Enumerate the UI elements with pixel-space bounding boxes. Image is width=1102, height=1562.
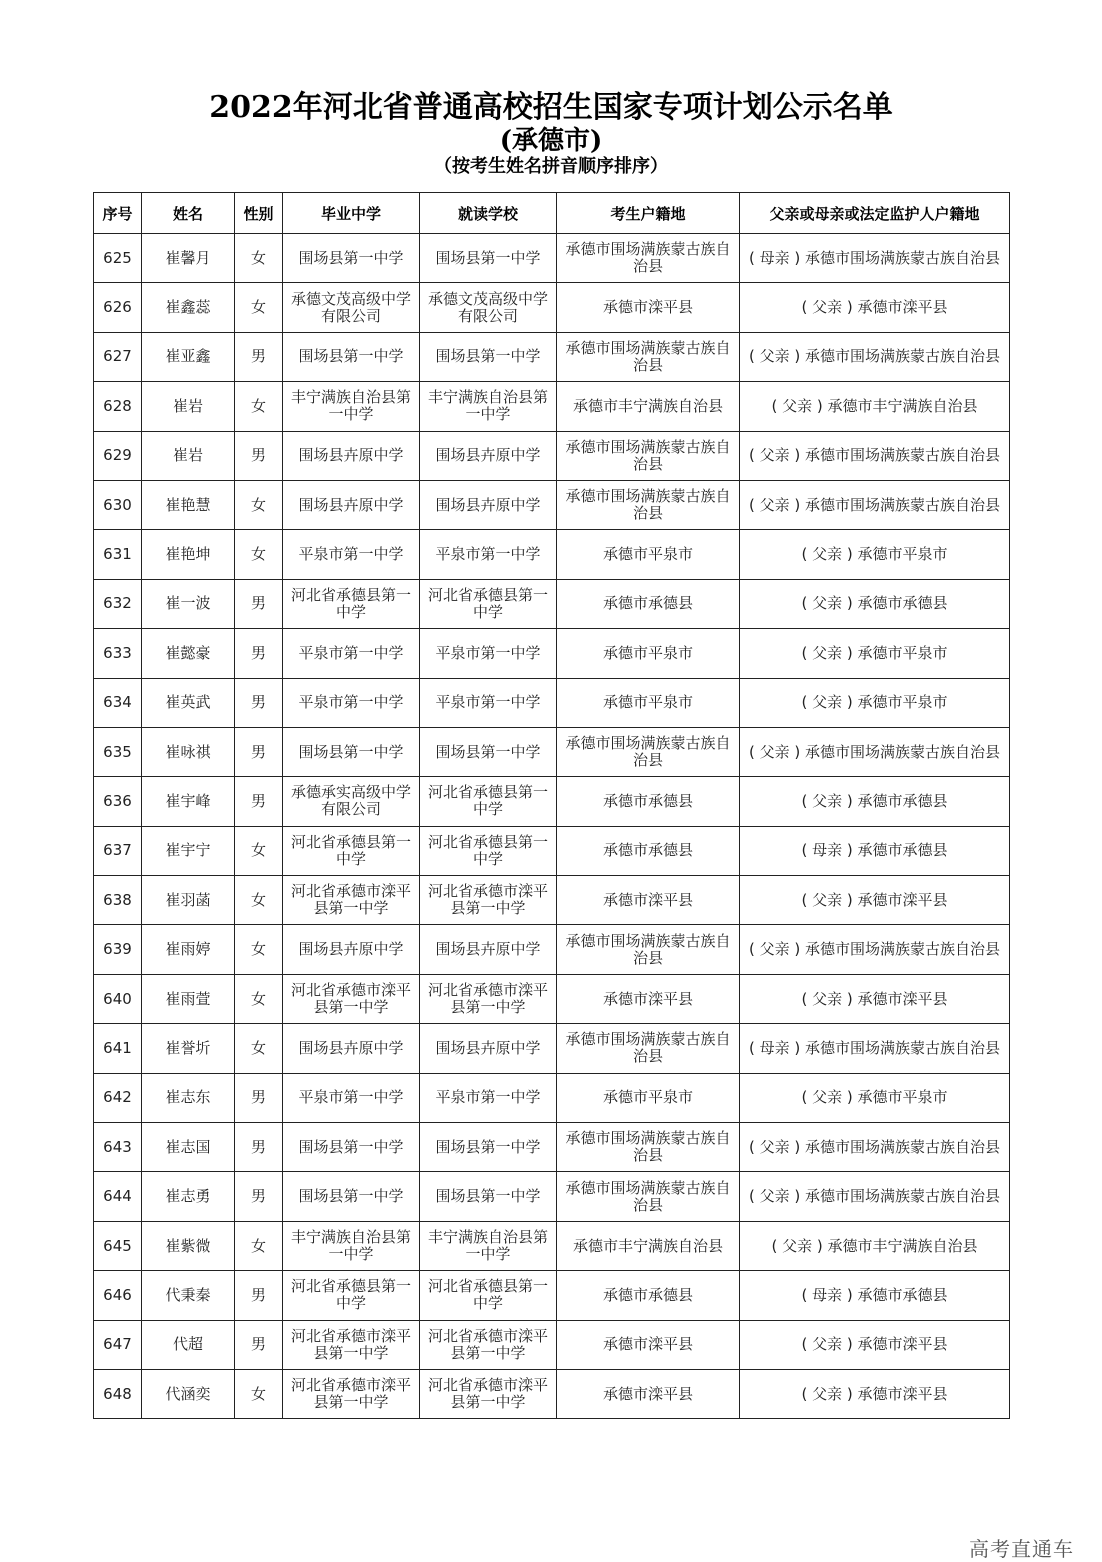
cell-guardian-hukou: ( 父亲 ) 承德市滦平县 [740,1369,1010,1418]
cell-guardian-hukou: ( 父亲 ) 承德市平泉市 [740,629,1010,678]
cell-hukou: 承德市平泉市 [557,530,740,579]
cell-grad-school: 河北省承德县第一中学 [283,1271,420,1320]
cell-hukou: 承德市围场满族蒙古族自治县 [557,1024,740,1073]
cell-name: 代涵奕 [142,1369,235,1418]
cell-grad-school: 河北省承德县第一中学 [283,579,420,628]
cell-current-school: 河北省承德市滦平县第一中学 [420,1320,557,1369]
document-title: 2022年河北省普通高校招生国家专项计划公示名单 [209,90,893,125]
table-row [94,1172,1010,1221]
cell-seq: 639 [94,925,142,974]
cell-seq: 640 [94,974,142,1023]
cell-hukou: 承德市围场满族蒙古族自治县 [557,1123,740,1172]
cell-guardian-hukou: ( 父亲 ) 承德市丰宁满族自治县 [740,1221,1010,1270]
cell-hukou: 承德市围场满族蒙古族自治县 [557,480,740,529]
cell-current-school: 平泉市第一中学 [420,1073,557,1122]
cell-seq: 644 [94,1172,142,1221]
cell-seq: 625 [94,234,142,283]
cell-guardian-hukou: ( 父亲 ) 承德市围场满族蒙古族自治县 [740,431,1010,480]
cell-grad-school: 河北省承德县第一中学 [283,826,420,875]
cell-guardian-hukou: ( 母亲 ) 承德市围场满族蒙古族自治县 [740,234,1010,283]
cell-gender: 女 [235,530,283,579]
cell-hukou: 承德市滦平县 [557,1320,740,1369]
cell-seq: 627 [94,332,142,381]
cell-grad-school: 丰宁满族自治县第一中学 [283,1221,420,1270]
cell-name: 崔一波 [142,579,235,628]
cell-hukou: 承德市滦平县 [557,974,740,1023]
cell-seq: 632 [94,579,142,628]
cell-name: 崔懿豪 [142,629,235,678]
cell-current-school: 围场县第一中学 [420,332,557,381]
header-gender: 性别 [235,193,283,234]
table-row [94,629,1010,678]
cell-current-school: 承德文茂高级中学有限公司 [420,283,557,332]
cell-current-school: 河北省承德市滦平县第一中学 [420,1369,557,1418]
cell-guardian-hukou: ( 父亲 ) 承德市承德县 [740,777,1010,826]
table-row [94,1320,1010,1369]
cell-guardian-hukou: ( 母亲 ) 承德市承德县 [740,826,1010,875]
cell-guardian-hukou: ( 父亲 ) 承德市围场满族蒙古族自治县 [740,1123,1010,1172]
cell-gender: 男 [235,629,283,678]
table-body [94,234,1010,1419]
cell-seq: 646 [94,1271,142,1320]
cell-hukou: 承德市平泉市 [557,678,740,727]
cell-seq: 638 [94,876,142,925]
table-row [94,480,1010,529]
cell-gender: 女 [235,1369,283,1418]
cell-gender: 男 [235,431,283,480]
cell-seq: 648 [94,1369,142,1418]
cell-current-school: 围场县第一中学 [420,1172,557,1221]
table-row [94,876,1010,925]
cell-hukou: 承德市承德县 [557,579,740,628]
cell-gender: 女 [235,974,283,1023]
table-row [94,777,1010,826]
cell-gender: 女 [235,382,283,431]
cell-grad-school: 围场县第一中学 [283,234,420,283]
cell-current-school: 围场县卉原中学 [420,431,557,480]
cell-gender: 男 [235,678,283,727]
cell-seq: 645 [94,1221,142,1270]
cell-name: 崔馨月 [142,234,235,283]
cell-hukou: 承德市丰宁满族自治县 [557,1221,740,1270]
cell-hukou: 承德市围场满族蒙古族自治县 [557,234,740,283]
cell-gender: 女 [235,480,283,529]
cell-hukou: 承德市承德县 [557,777,740,826]
cell-current-school: 丰宁满族自治县第一中学 [420,1221,557,1270]
table-row [94,530,1010,579]
cell-name: 崔鑫蕊 [142,283,235,332]
cell-gender: 女 [235,826,283,875]
cell-hukou: 承德市平泉市 [557,1073,740,1122]
cell-grad-school: 围场县第一中学 [283,1172,420,1221]
cell-gender: 女 [235,876,283,925]
cell-name: 崔志国 [142,1123,235,1172]
cell-gender: 男 [235,1123,283,1172]
table-row [94,382,1010,431]
cell-guardian-hukou: ( 母亲 ) 承德市承德县 [740,1271,1010,1320]
cell-grad-school: 平泉市第一中学 [283,1073,420,1122]
cell-name: 崔宇宁 [142,826,235,875]
cell-seq: 647 [94,1320,142,1369]
document-city: (承德市) [499,126,603,156]
cell-grad-school: 平泉市第一中学 [283,629,420,678]
cell-name: 崔紫微 [142,1221,235,1270]
cell-name: 崔志勇 [142,1172,235,1221]
cell-current-school: 河北省承德县第一中学 [420,826,557,875]
cell-grad-school: 承德文茂高级中学有限公司 [283,283,420,332]
cell-current-school: 河北省承德县第一中学 [420,1271,557,1320]
cell-seq: 636 [94,777,142,826]
cell-current-school: 平泉市第一中学 [420,678,557,727]
table-row [94,1369,1010,1418]
cell-grad-school: 围场县第一中学 [283,727,420,776]
table-row [94,431,1010,480]
cell-gender: 男 [235,1172,283,1221]
table-row [94,1123,1010,1172]
cell-grad-school: 平泉市第一中学 [283,678,420,727]
table-row [94,234,1010,283]
cell-guardian-hukou: ( 父亲 ) 承德市围场满族蒙古族自治县 [740,332,1010,381]
cell-gender: 女 [235,234,283,283]
header-grad-school: 毕业中学 [283,193,420,234]
cell-name: 崔岩 [142,431,235,480]
cell-current-school: 平泉市第一中学 [420,629,557,678]
cell-seq: 643 [94,1123,142,1172]
cell-hukou: 承德市围场满族蒙古族自治县 [557,925,740,974]
cell-guardian-hukou: ( 父亲 ) 承德市围场满族蒙古族自治县 [740,1172,1010,1221]
cell-grad-school: 承德承实高级中学有限公司 [283,777,420,826]
cell-hukou: 承德市围场满族蒙古族自治县 [557,431,740,480]
table-row [94,1024,1010,1073]
cell-hukou: 承德市滦平县 [557,876,740,925]
cell-grad-school: 围场县第一中学 [283,332,420,381]
cell-hukou: 承德市滦平县 [557,1369,740,1418]
cell-grad-school: 围场县卉原中学 [283,431,420,480]
cell-name: 代秉秦 [142,1271,235,1320]
cell-grad-school: 河北省承德市滦平县第一中学 [283,974,420,1023]
cell-gender: 女 [235,283,283,332]
cell-name: 崔咏祺 [142,727,235,776]
cell-guardian-hukou: ( 父亲 ) 承德市围场满族蒙古族自治县 [740,480,1010,529]
cell-gender: 男 [235,727,283,776]
cell-name: 崔艳慧 [142,480,235,529]
table-row [94,678,1010,727]
cell-name: 崔雨萱 [142,974,235,1023]
cell-name: 崔岩 [142,382,235,431]
cell-name: 崔艳坤 [142,530,235,579]
cell-gender: 女 [235,1024,283,1073]
cell-hukou: 承德市承德县 [557,1271,740,1320]
watermark: 高考直通车 [969,1537,1074,1561]
cell-current-school: 围场县卉原中学 [420,480,557,529]
table-row [94,1073,1010,1122]
cell-guardian-hukou: ( 父亲 ) 承德市围场满族蒙古族自治县 [740,925,1010,974]
table-row [94,925,1010,974]
table-row [94,579,1010,628]
cell-seq: 634 [94,678,142,727]
header-seq: 序号 [94,193,142,234]
cell-current-school: 河北省承德县第一中学 [420,777,557,826]
cell-guardian-hukou: ( 父亲 ) 承德市承德县 [740,579,1010,628]
cell-current-school: 围场县第一中学 [420,1123,557,1172]
cell-seq: 630 [94,480,142,529]
table-row [94,283,1010,332]
cell-grad-school: 围场县卉原中学 [283,1024,420,1073]
cell-grad-school: 河北省承德市滦平县第一中学 [283,1320,420,1369]
cell-guardian-hukou: ( 父亲 ) 承德市平泉市 [740,530,1010,579]
cell-seq: 633 [94,629,142,678]
cell-grad-school: 河北省承德市滦平县第一中学 [283,1369,420,1418]
cell-guardian-hukou: ( 父亲 ) 承德市围场满族蒙古族自治县 [740,727,1010,776]
cell-guardian-hukou: ( 父亲 ) 承德市丰宁满族自治县 [740,382,1010,431]
cell-guardian-hukou: ( 父亲 ) 承德市滦平县 [740,974,1010,1023]
cell-current-school: 平泉市第一中学 [420,530,557,579]
cell-grad-school: 围场县第一中学 [283,1123,420,1172]
table-row [94,1271,1010,1320]
cell-name: 崔亚鑫 [142,332,235,381]
cell-seq: 631 [94,530,142,579]
cell-guardian-hukou: ( 父亲 ) 承德市滦平县 [740,876,1010,925]
cell-gender: 男 [235,1320,283,1369]
cell-seq: 626 [94,283,142,332]
cell-name: 代超 [142,1320,235,1369]
cell-name: 崔英武 [142,678,235,727]
header-name: 姓名 [142,193,235,234]
cell-hukou: 承德市滦平县 [557,283,740,332]
cell-current-school: 河北省承德县第一中学 [420,579,557,628]
cell-guardian-hukou: ( 父亲 ) 承德市滦平县 [740,1320,1010,1369]
cell-grad-school: 围场县卉原中学 [283,925,420,974]
table-row [94,1221,1010,1270]
cell-hukou: 承德市承德县 [557,826,740,875]
cell-grad-school: 丰宁满族自治县第一中学 [283,382,420,431]
cell-hukou: 承德市围场满族蒙古族自治县 [557,1172,740,1221]
table-row [94,826,1010,875]
cell-current-school: 河北省承德市滦平县第一中学 [420,876,557,925]
cell-current-school: 围场县第一中学 [420,234,557,283]
cell-seq: 635 [94,727,142,776]
table-row [94,974,1010,1023]
table-header-row [94,193,1010,234]
cell-name: 崔誉圻 [142,1024,235,1073]
sort-note: （按考生姓名拼音顺序排序） [434,156,668,177]
header-current-school: 就读学校 [420,193,557,234]
cell-guardian-hukou: ( 父亲 ) 承德市平泉市 [740,1073,1010,1122]
cell-gender: 男 [235,332,283,381]
cell-current-school: 围场县第一中学 [420,727,557,776]
cell-seq: 641 [94,1024,142,1073]
cell-current-school: 围场县卉原中学 [420,1024,557,1073]
cell-gender: 男 [235,1073,283,1122]
cell-seq: 629 [94,431,142,480]
cell-guardian-hukou: ( 父亲 ) 承德市滦平县 [740,283,1010,332]
cell-hukou: 承德市平泉市 [557,629,740,678]
cell-name: 崔志东 [142,1073,235,1122]
cell-seq: 628 [94,382,142,431]
cell-gender: 男 [235,579,283,628]
cell-seq: 637 [94,826,142,875]
cell-current-school: 围场县卉原中学 [420,925,557,974]
cell-guardian-hukou: ( 母亲 ) 承德市围场满族蒙古族自治县 [740,1024,1010,1073]
cell-grad-school: 河北省承德市滦平县第一中学 [283,876,420,925]
cell-hukou: 承德市围场满族蒙古族自治县 [557,727,740,776]
cell-gender: 男 [235,777,283,826]
cell-name: 崔羽菡 [142,876,235,925]
cell-grad-school: 平泉市第一中学 [283,530,420,579]
cell-name: 崔雨婷 [142,925,235,974]
cell-seq: 642 [94,1073,142,1122]
cell-name: 崔宇峰 [142,777,235,826]
cell-current-school: 丰宁满族自治县第一中学 [420,382,557,431]
table-row [94,332,1010,381]
candidate-table [93,192,1010,1419]
header-guardian-hukou: 父亲或母亲或法定监护人户籍地 [740,193,1010,234]
table-row [94,727,1010,776]
cell-current-school: 河北省承德市滦平县第一中学 [420,974,557,1023]
cell-guardian-hukou: ( 父亲 ) 承德市平泉市 [740,678,1010,727]
cell-gender: 女 [235,925,283,974]
cell-hukou: 承德市丰宁满族自治县 [557,382,740,431]
header-hukou: 考生户籍地 [557,193,740,234]
cell-gender: 女 [235,1221,283,1270]
cell-gender: 男 [235,1271,283,1320]
cell-grad-school: 围场县卉原中学 [283,480,420,529]
cell-hukou: 承德市围场满族蒙古族自治县 [557,332,740,381]
